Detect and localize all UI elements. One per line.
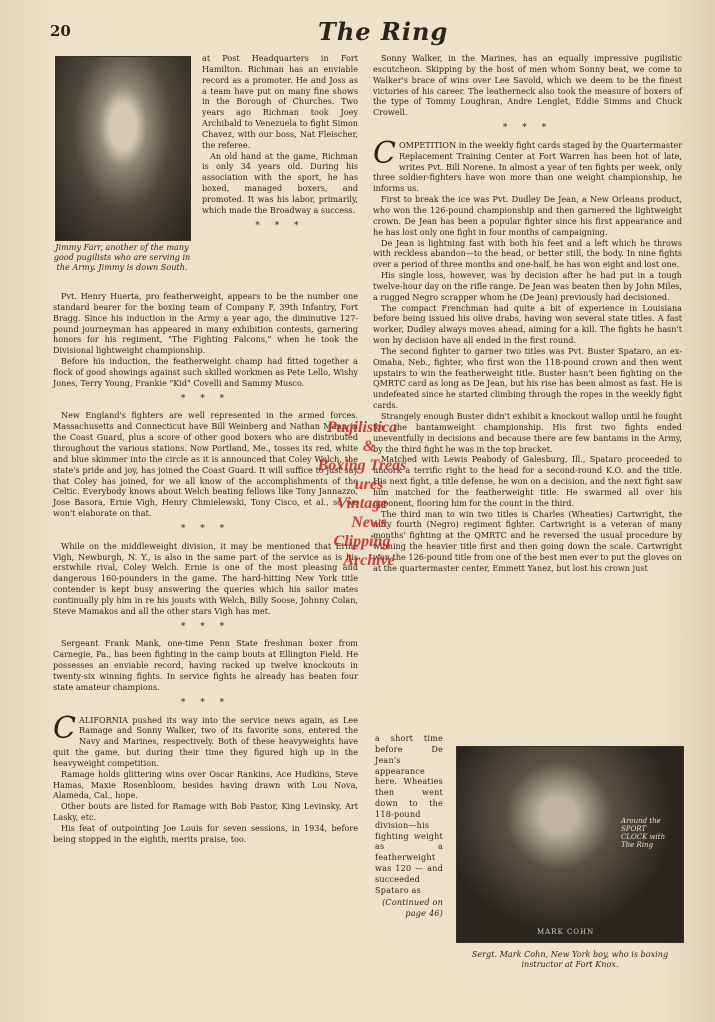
sport-clock-sign: Around the SPORT CLOCK with The Ring xyxy=(621,817,666,849)
paragraph: at Post Headquarters in Fort Hamilton. Richman has an enviable record as a promoter. He and Joss as a team have put on many fine shows in the Borough of Churches. Two years ago Richman took Joey Archibald to Venezuela to fight Simon Chavez, with our boss, Nat Fleischer, the referee. xyxy=(202,53,358,150)
name-plate: MARK COHN xyxy=(537,928,595,936)
paragraph: Matched with Lewis Peabody of Galesburg, Ill., Spataro proceeded to uncork a terrific right to the head for a second-round K.O. and the title. His next fight, a title defense, he won on a decision, and the next fight saw him matched for the featherweight title. He swarmed all over his opponent, flooring him for the count in the third. xyxy=(373,454,682,508)
photo-caption-1: Jimmy Farr, another of the many good pugilists who are serving in the Army. Jimmy is down South. xyxy=(53,242,191,272)
paragraph: First to break the ice was Pvt. Dudley De Jean, a New Orleans product, who won the 126-pound championship and then garnered the lightweight crown. De Jean has been a popular fighter since his first appearance and he has lost only one fight in four months of campaigning. xyxy=(373,194,682,237)
paragraph: His feat of outpointing Joe Louis for seven sessions, in 1934, before being stopped in the eighth, merits praise, too. xyxy=(53,822,358,844)
paragraph: a short time before De Jean's appearance here. Wheaties then went down to the 118-pound division—his fighting weight as a featherweight was 120 — and succeeded Spataro as xyxy=(375,733,443,895)
section-divider: * * * xyxy=(255,220,305,231)
paragraph: The third man to win two titles is Charles (Wheaties) Cartwright, the nifty fourth (Negro) regiment fighter. Cartwright is a veteran of many months' fighting at the QMRTC and he reversed the usual procedure by winning the heavier title first and then going down the scale. Cartwright won the 126-pound title from one of the best men ever to put the gloves on at the quartermaster center, Emmett Yanez, but lost his crown just xyxy=(373,508,682,573)
paragraph: Other bouts are listed for Ramage with Bob Pastor, King Levinsky, Art Lasky, etc. xyxy=(53,801,358,823)
section-divider: * * * xyxy=(180,697,231,708)
drop-cap: C xyxy=(373,135,396,171)
page-number: 20 xyxy=(50,22,71,40)
paragraph-dropcap: COMPETITION in the weekly fight cards staged by the Quartermaster Replacement Training Center at Fort Warren has been hot of late, writes Pvt. Bill Norene. In almost a year of ten fights per week, only three soldier-fighters have won more than one weight championship, he informs us. xyxy=(373,135,682,194)
paragraph: Sonny Walker, in the Marines, has an equally impressive pugilistic escutcheon. Skipping by the host of men whom Sonny beat, we come to Walker's brace of wins over Lee Savold, which we deem to be the finest victories of his career. The leatherneck also took the measure of boxers of the type of Tommy Loughran, Andre Lenglet, Eddie Simms and Chuck Crowell. xyxy=(373,53,682,118)
article-column-left-top xyxy=(202,53,358,238)
section-divider: * * * xyxy=(180,523,231,534)
photo-caption-2: Sergt. Mark Cohn, New York boy, who is boxing instructor at Fort Knox. xyxy=(471,949,669,969)
photo-mark-cohn xyxy=(456,746,684,943)
paragraph: Sergeant Frank Mank, one-time Penn State freshman boxer from Carnegie, Pa., has been fighting in the camp bouts at Ellington Field. He possesses an enviable record, having racked up twelve knockouts in twenty-six winning fights. In service fights he already has beaten four state amateur champions. xyxy=(53,638,358,692)
archive-watermark: Pugilistica & Boxing Treas ures Vintage News Clipping Archive xyxy=(317,419,407,569)
paragraph: Strangely enough Buster didn't exhibit a knockout wallop until he fought for the bantamweight championship. His first two fights ended uneventfully in decisions and because there are few bantams in the Army, by the third fight he was in the top bracket. xyxy=(373,411,682,454)
continued-note: (Continued on page 46) xyxy=(382,896,443,918)
article-column-narrow xyxy=(375,733,443,918)
paragraph: De Jean is lightning fast with both his feet and a left which he throws with reckless abandon—to the head, or better still, the body. In nine fights over a period of three months and one-half, he has won eight and lost one. xyxy=(373,237,682,270)
paragraph: Pvt. Henry Huerta, pro featherweight, appears to be the number one standard bearer for the boxing team of Company F, 39th Infantry, Fort Bragg. Since his induction in the Army a year ago, the diminutive 127-pound journeyman has appeared in many exhibition contests, garnering honors for his regiment, "The Fighting Falcons," when he took the Divisional lightweight championship. xyxy=(53,291,358,356)
section-divider: * * * xyxy=(180,393,231,404)
photo-jimmy-farr xyxy=(55,56,191,241)
drop-cap: C xyxy=(53,710,76,746)
paragraph: Before his induction, the featherweight champ had fitted together a flock of good showings against such skilled workmen as Pete Lello, Wishy Jones, Terry Young, Frankie "Kid" Covelli and Sammy Musco. xyxy=(53,356,358,388)
paragraph-dropcap: CALIFORNIA pushed its way into the service news again, as Lee Ramage and Sonny Walker, two of its favorite sons, entered the Navy and Marines, respectively. Both of these heavyweights have quit the game, but during their time they figured high up in the heavyweight competition. xyxy=(53,710,358,768)
paragraph: Ramage holds glittering wins over Oscar Rankins, Ace Hudkins, Steve Hamas, Maxie Rosenbloom, besides having drawn with Lou Nova, Alameda, Cal., hope. xyxy=(53,768,358,801)
paragraph: The compact Frenchman had quite a bit of experience in Louisiana before being issued his olive drabs, having won several state titles. A fast worker, Dudley always moves ahead, aiming for a kill. The fights he hasn't won by decision have all ended in the first round. xyxy=(373,302,682,346)
paragraph: The second fighter to garner two titles was Pvt. Buster Spataro, an ex-Omaha, Neb., fighter, who first won the 118-pound crown and then went upstairs to win the featherweight title. Buster hasn't been fighting on the QMRTC card as long as De Jean, but his rise has been almost as fast. He is undefeated since he started climbing through the ropes in the weekly fight cards. xyxy=(373,345,682,411)
paragraph: New England's fighters are well represented in the armed forces. Massachusetts and Connecticut have Bill Weinberg and Nathan Mann in the Coast Guard, plus a score of other good boxers who are distributed throughout the various stations. Now Portland, Me., tosses its red, white and blue skimmer into the circle as it is announced that Coley Welch, the state's pride and joy, has joined the Coast Guard. It will suffice to just say that Coley has joined, for we all know of the accomplishments of the Celtic. Everybody knows about Welch beating fellows like Tony Jannazzo, Jose Basora, Ernie Vigh, Henry Chmielewski, Tony Cisco, et al., so we won't elaborate on that. xyxy=(53,410,358,519)
section-divider: * * * xyxy=(502,123,553,134)
section-divider: * * * xyxy=(180,621,231,632)
running-head: The Ring xyxy=(318,17,449,46)
paragraph: His single loss, however, was by decision after he had put in a tough twelve-hour day on the rifle range. De Jean was beaten then by John Miles, a rugged Negro scrapper whom he (De Jean) previously had decisioned. xyxy=(373,270,682,302)
paragraph: While on the middleweight division, it may be mentioned that Ernie Vigh, Newburgh, N. Y., is also in the same part of the service as is his erstwhile rival, Coley Welch. Ernie is one of the most pleasing and dangerous 160-pounders in the game. The hard-hitting New York title contender is kept busy answering the queries which his sailor mates continually ply him in re his jousts with Welch, Billy Soose, Johnny Colan, Steve Mamakos and all the other stars Vigh has met. xyxy=(53,540,358,616)
paragraph: An old hand at the game, Richman is only 34 years old. During his association with the sport, he has boxed, managed boxers, and promoted. It was his labor, primarily, which made the Broadway a success. xyxy=(202,150,358,215)
